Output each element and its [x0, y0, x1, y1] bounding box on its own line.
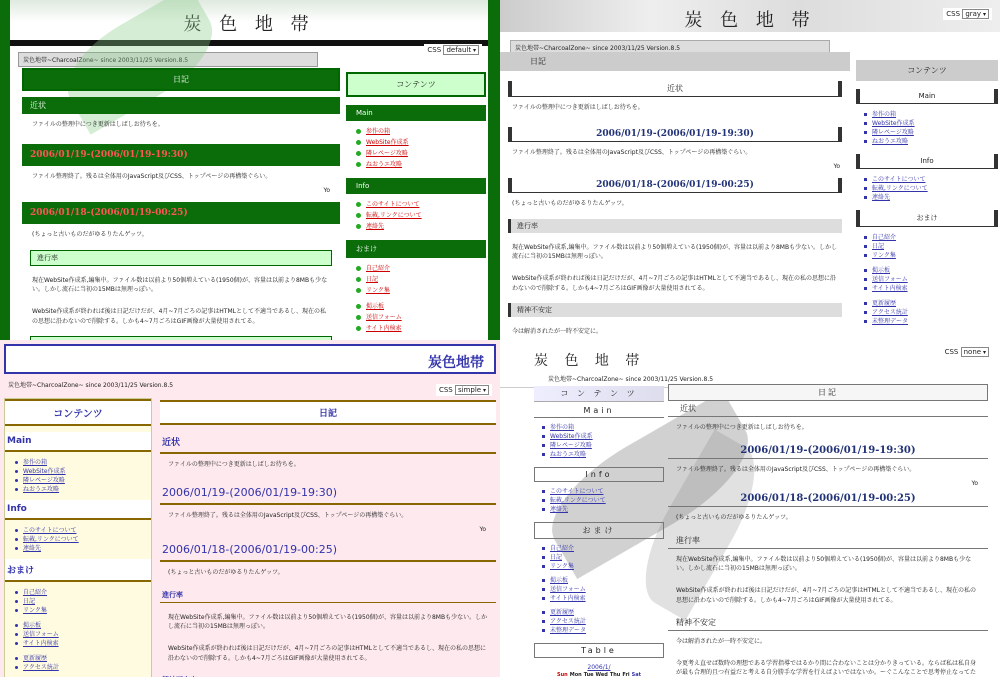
day-label: Wed: [595, 672, 608, 677]
breadcrumb: 炭色地帯~CharcoalZone~ since 2003/11/25 Version.8.5: [510, 40, 830, 55]
diary-heading: 日記: [500, 52, 850, 71]
sidebar-table-heading: Table: [534, 643, 664, 658]
menu-item[interactable]: 送信フォーム: [534, 585, 664, 594]
menu-item[interactable]: 転載,リンクについて: [346, 210, 486, 221]
menu-item[interactable]: ねおうエ攻略: [5, 485, 151, 494]
menu-item[interactable]: ねおうエ攻略: [856, 137, 998, 146]
menu-item[interactable]: WebSite作成系: [534, 432, 664, 441]
progress-p1: 現在WebSite作成系,編集中。ファイル数は以前より50個増えている(1950個)が、容量は以前より8MBも少ない。しかし流石に当初の15MBは無理っぽい。: [512, 243, 838, 261]
menu-item[interactable]: 掲示板: [534, 576, 664, 585]
entry2-date[interactable]: 2006/01/18-(2006/01/19-00:25): [508, 178, 842, 193]
screenshot-none-theme: [500, 340, 1000, 677]
menu-item[interactable]: 掲示板: [5, 621, 151, 630]
menu-item[interactable]: 参作の箱: [5, 458, 151, 467]
breadcrumb: 炭色地帯~CharcoalZone~ since 2003/11/25 Version.8.5: [500, 370, 800, 388]
omake-menu-b: [346, 301, 486, 334]
sidebar-main-heading: Main: [5, 432, 151, 452]
menu-item[interactable]: 隣レページ攻略: [5, 476, 151, 485]
sidebar: [534, 386, 664, 677]
sidebar-info-heading: Info: [856, 154, 998, 169]
menu-item[interactable]: サイト内検索: [346, 323, 486, 334]
css-select[interactable]: default ▾: [443, 45, 479, 55]
unstable-p2: 今更考え直せば数時の理想である学習指導ではるかり間に合わないことは分かりきっている。ならば私は私自身が最も合理的且つ有益だと考える自分勝手な学習を行えばよいではないか。ーぐこんなことで思考停止なってた: [676, 659, 977, 677]
menu-item[interactable]: 参作の箱: [346, 126, 486, 137]
entry2-text: (ちょっと古いものだがゆるりたんゲッツ。: [32, 231, 148, 239]
info-menu: [346, 199, 486, 232]
sidebar-title: コンテンツ: [856, 60, 998, 81]
omake-menu-c: [534, 608, 664, 635]
menu-item[interactable]: このサイトについて: [534, 487, 664, 496]
main-menu: [346, 126, 486, 170]
sidebar-main-heading: Main: [534, 404, 664, 418]
progress-p1: 現在WebSite作成系,編集中。ファイル数は以前より50個増えている(1950個)が、容量は以前より8MBも少ない。しかし流石に当初の15MBは無理っぽい。: [168, 613, 488, 631]
recent-heading: 近状: [160, 431, 496, 454]
breadcrumb: 炭色地帯~CharcoalZone~ since 2003/11/25 Version.8.5: [18, 52, 318, 67]
sidebar-title: コンテンツ: [5, 399, 151, 426]
menu-item[interactable]: 自己紹介: [346, 263, 486, 274]
main-column: [160, 400, 496, 677]
sidebar-main-heading: Main: [856, 89, 998, 104]
menu-item[interactable]: アクセス統計: [534, 617, 664, 626]
recent-heading: 近状: [22, 97, 340, 114]
sidebar-main-heading: Main: [346, 105, 486, 121]
recent-text: ファイルの整理中につき更新はしばしお待ちを。: [676, 424, 808, 431]
menu-item[interactable]: 自己紹介: [856, 233, 998, 242]
menu-item[interactable]: 連絡先: [856, 193, 998, 202]
sidebar-omake-heading: おまけ: [534, 522, 664, 539]
progress-heading: 進行率: [668, 533, 988, 549]
menu-item[interactable]: アクセス統計: [5, 663, 151, 672]
entry1-sign: Yo: [971, 480, 978, 488]
recent-heading: 近状: [668, 401, 988, 417]
css-select[interactable]: simple ▾: [455, 385, 489, 395]
main-column: [500, 52, 850, 340]
css-switcher[interactable]: CSS default ▾: [424, 44, 482, 56]
menu-item[interactable]: 自己紹介: [5, 588, 151, 597]
screenshot-gray-theme: [500, 0, 1000, 340]
menu-item[interactable]: 未整理データ: [534, 626, 664, 635]
entry1-date[interactable]: 2006/01/19-(2006/01/19-19:30): [508, 127, 842, 142]
sidebar-info-heading: Info: [534, 467, 664, 482]
sidebar-info-heading: Info: [5, 500, 151, 520]
omake-menu-b: [534, 576, 664, 603]
menu-item[interactable]: リンク集: [534, 562, 664, 571]
menu-item[interactable]: リンク集: [346, 285, 486, 296]
entry2-date[interactable]: 2006/01/18-(2006/01/19-00:25): [22, 202, 340, 224]
sidebar: [4, 398, 152, 677]
entry1-date[interactable]: 2006/01/19-(2006/01/19-19:30): [668, 439, 988, 459]
site-title: 炭 色 地 帯: [500, 0, 1000, 32]
css-select[interactable]: gray ▾: [962, 9, 989, 19]
header-divider: [10, 40, 488, 46]
entry1-sign: Yo: [479, 526, 486, 534]
sidebar-info-heading: Info: [346, 178, 486, 194]
menu-item[interactable]: サイト内検索: [5, 639, 151, 648]
menu-item[interactable]: 送信フォーム: [5, 630, 151, 639]
menu-item[interactable]: 転載,リンクについて: [534, 496, 664, 505]
sidebar-omake-heading: おまけ: [5, 559, 151, 582]
menu-item[interactable]: 更新履歴: [534, 608, 664, 617]
menu-item[interactable]: ねおうエ攻略: [346, 159, 486, 170]
menu-item[interactable]: アクセス統計: [856, 308, 998, 317]
day-label: Tue: [583, 672, 594, 677]
menu-item[interactable]: 日記: [346, 274, 486, 285]
menu-item[interactable]: 転載,リンクについて: [5, 535, 151, 544]
omake-menu-b: [5, 621, 151, 648]
sidebar-title: コンテンツ: [346, 72, 486, 97]
menu-item[interactable]: 日記: [5, 597, 151, 606]
unstable-p1: 今は解消されたが一時不安定に。: [676, 638, 767, 646]
site-title: 炭 色 地 帯: [10, 0, 488, 40]
sidebar-title: コ ン テ ン ツ: [534, 386, 664, 402]
unstable-heading: 精神不安定: [508, 303, 842, 317]
green-page: [10, 0, 488, 340]
day-label: Mon: [569, 672, 582, 677]
progress-heading: 進行率: [160, 588, 496, 603]
entry2-text: (ちょっと古いものだがゆるりたんゲッツ。: [168, 569, 284, 577]
menu-item[interactable]: 送信フォーム: [856, 275, 998, 284]
recent-heading: 近状: [508, 81, 842, 97]
menu-item[interactable]: 更新履歴: [5, 654, 151, 663]
menu-item[interactable]: 参作の箱: [856, 110, 998, 119]
menu-item[interactable]: WebSite作成系: [856, 119, 998, 128]
menu-item[interactable]: 掲示板: [856, 266, 998, 275]
menu-item[interactable]: このサイトについて: [5, 526, 151, 535]
recent-text: ファイルの整理中につき更新はしばしお待ちを。: [512, 104, 644, 111]
menu-item[interactable]: リンク集: [5, 606, 151, 615]
diary-heading: 日記: [160, 400, 496, 425]
progress-p2: WebSite作成系が終われば後は日記だけだが、4月~7月ごろの記事はHTMLとして不適当であるし、現在の私の思想に沿わないので削除する。しかも4~7月ごろはGIF画像が大量使用されてる。: [168, 644, 486, 662]
omake-menu-a: [856, 233, 998, 260]
entry1-date[interactable]: 2006/01/19-(2006/01/19-19:30): [22, 144, 340, 166]
sidebar: [346, 72, 486, 334]
omake-menu-a: [534, 544, 664, 571]
omake-menu-a: [346, 263, 486, 296]
menu-item[interactable]: 送信フォーム: [346, 312, 486, 323]
main-menu: [534, 423, 664, 459]
unstable-heading: [160, 673, 496, 677]
diary-heading: 日記: [22, 68, 340, 91]
entry1-sign: Yo: [323, 187, 330, 195]
progress-heading: 進行率: [508, 219, 842, 233]
progress-p2: WebSite作成系が終われば後は日記だけだが、4月~7月ごろの記事はHTMLとして不適当であるし、現在の私の思想に沿わないので削除する。しかも4~7月ごろはGIF画像が大量使用されてる。: [32, 307, 326, 325]
entry1-sign: Yo: [833, 163, 840, 171]
menu-item[interactable]: 更新履歴: [856, 299, 998, 308]
progress-p2: WebSite作成系が終われば後は日記だけだが、4月~7月ごろの記事はHTMLとして不適当であるし、現在の私の思想に沿わないので削除する。しかも4~7月ごろはGIF画像が大量使用されてる。: [512, 274, 836, 292]
menu-item[interactable]: 隣レページ攻略: [346, 148, 486, 159]
menu-item[interactable]: このサイトについて: [856, 175, 998, 184]
progress-p1: 現在WebSite作成系,編集中。ファイル数は以前より50個増えている(1950個)が、容量は以前より8MBも少ない。しかし流石に当初の15MBは無理っぽい。: [676, 555, 972, 573]
recent-text: ファイルの整理中につき更新はしばしお待ちを。: [168, 461, 300, 468]
entry1-text: ファイル整理終了。残るは全体用のJavaScript及びCSS、トップページの再構築ぐらい。: [512, 148, 752, 156]
entry2-text: (ちょっと古いものだがゆるりたんゲッツ。: [676, 514, 792, 522]
css-switcher[interactable]: CSS none ▾: [942, 346, 992, 358]
calendar-title[interactable]: 2006/1/: [587, 664, 611, 671]
main-column: [668, 384, 988, 677]
progress-p2: WebSite作成系が終われば後は日記だけだが、4月~7月ごろの記事はHTMLとして不適当であるし、現在の私の思想に沿わないので削除する。しかも4~7月ごろはGIF画像が大量使用されてる。: [676, 586, 976, 604]
day-label: Sun: [556, 672, 568, 677]
menu-item[interactable]: このサイトについて: [346, 199, 486, 210]
main-column: [22, 68, 340, 340]
menu-item[interactable]: ねおうエ攻略: [534, 450, 664, 459]
info-menu: [856, 175, 998, 202]
entry1-text: ファイル整理終了。残るは全体用のJavaScript及びCSS、トップページの再構築ぐらい。: [168, 511, 408, 519]
sidebar: [856, 60, 998, 326]
menu-item[interactable]: 転載,リンクについて: [856, 184, 998, 193]
recent-text: ファイルの整理中につき更新はしばしお待ちを。: [32, 121, 164, 128]
menu-item[interactable]: サイト内検索: [534, 594, 664, 603]
menu-item[interactable]: サイト内検索: [856, 284, 998, 293]
menu-item[interactable]: WebSite作成系: [346, 137, 486, 148]
info-menu: [5, 526, 151, 553]
menu-item[interactable]: 日記: [534, 553, 664, 562]
menu-item[interactable]: 連絡先: [534, 505, 664, 514]
entry1-text: ファイル整理終了。残るは全体用のJavaScript及びCSS、トップページの再構築ぐらい。: [676, 465, 916, 473]
entry1-text: ファイル整理終了。残るは全体用のJavaScript及びCSS、トップページの再構築ぐらい。: [32, 172, 272, 180]
calendar-days: [534, 671, 664, 677]
entry1-date[interactable]: 2006/01/19-(2006/01/19-19:30): [160, 482, 496, 505]
day-label: Thu: [609, 672, 621, 677]
omake-menu-b: [856, 266, 998, 293]
site-title: 炭 色 地 帯: [534, 353, 646, 369]
progress-heading: 進行率: [30, 250, 332, 266]
css-switcher[interactable]: CSS gray ▾: [943, 8, 992, 20]
entry2-text: (ちょっと古いものだがゆるりたんゲッツ。: [512, 200, 628, 208]
day-label: Fri: [622, 672, 630, 677]
main-menu: [5, 458, 151, 494]
omake-menu-c: [856, 299, 998, 326]
omake-menu-a: [5, 588, 151, 615]
menu-item[interactable]: リンク集: [856, 251, 998, 260]
unstable-p1: 今は解消されたが一時不安定に。: [512, 328, 603, 336]
menu-item[interactable]: 参作の箱: [534, 423, 664, 432]
info-menu: [534, 487, 664, 514]
menu-item[interactable]: 掲示板: [346, 301, 486, 312]
progress-p1: 現在WebSite作成系,編集中。ファイル数は以前より50個増えている(1950個)が、容量は以前より8MBも少ない。しかし流石に当初の15MBは無理っぽい。: [32, 276, 328, 294]
day-label: Sat: [631, 672, 642, 677]
breadcrumb: 炭色地帯~CharcoalZone~ since 2003/11/25 Version.8.5: [8, 382, 174, 389]
menu-item[interactable]: 未整理データ: [856, 317, 998, 326]
menu-item[interactable]: 隣レページ攻略: [534, 441, 664, 450]
menu-item[interactable]: 日記: [856, 242, 998, 251]
menu-item[interactable]: 隣レページ攻略: [856, 128, 998, 137]
entry2-date[interactable]: 2006/01/18-(2006/01/19-00:25): [160, 539, 496, 562]
unstable-heading: 精神不安定: [668, 615, 988, 631]
screenshot-green-theme: [0, 0, 500, 340]
menu-item[interactable]: 連絡先: [346, 221, 486, 232]
diary-heading: 日記: [668, 384, 988, 401]
menu-item[interactable]: 自己紹介: [534, 544, 664, 553]
main-menu: [856, 110, 998, 146]
menu-item[interactable]: WebSite作成系: [5, 467, 151, 476]
omake-menu-c: [5, 654, 151, 672]
css-select[interactable]: none ▾: [961, 347, 989, 357]
menu-item[interactable]: 連絡先: [5, 544, 151, 553]
css-switcher[interactable]: CSS simple ▾: [436, 384, 492, 396]
sidebar-omake-heading: おまけ: [856, 210, 998, 227]
sidebar-omake-heading: おまけ: [346, 240, 486, 258]
screenshot-simple-theme: [0, 340, 500, 677]
site-title: 炭色地帯: [4, 344, 496, 374]
entry2-date[interactable]: 2006/01/18-(2006/01/19-00:25): [668, 487, 988, 507]
calendar: [534, 664, 664, 677]
